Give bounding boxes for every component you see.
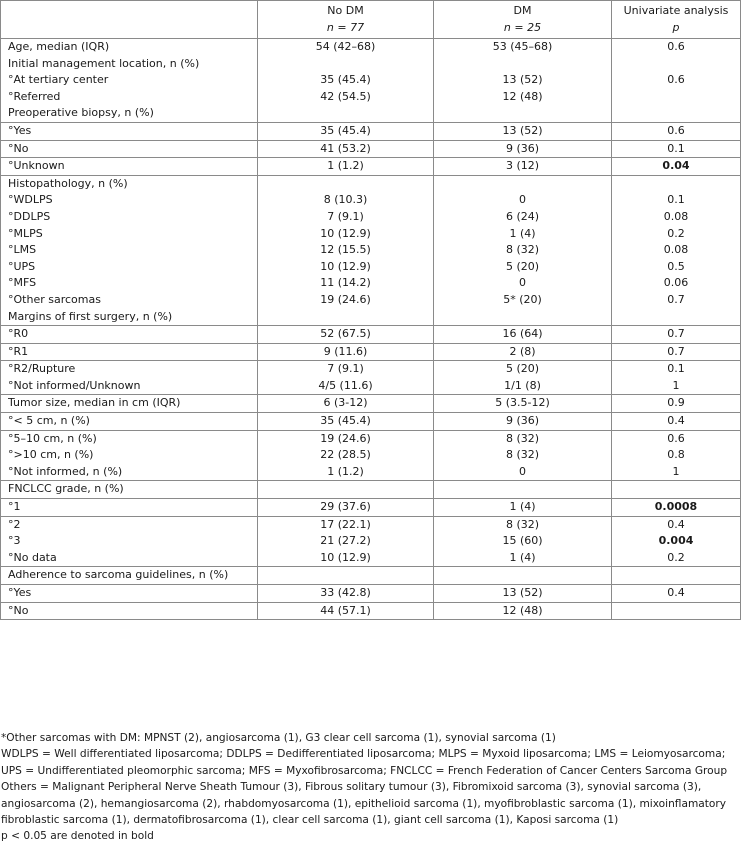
no-dm-value: 7 (9.1) — [327, 362, 364, 376]
dm-value — [434, 176, 611, 193]
dm-value: 12 (48) — [502, 603, 543, 617]
p-value — [612, 309, 740, 326]
cell-dm-value — [434, 361, 612, 395]
p-value — [612, 89, 740, 106]
row-label: °Referred — [8, 89, 61, 103]
table-row — [1, 158, 741, 176]
no-dm-value: 21 (27.2) — [320, 534, 371, 548]
p-value: 1 — [672, 378, 680, 392]
cell-no-dm-value — [258, 481, 434, 499]
dm-value: 1 (4) — [509, 226, 536, 240]
row-label: °LMS — [8, 243, 37, 257]
table-footnotes — [1, 730, 739, 845]
cell-row-label — [1, 499, 258, 517]
table-row — [1, 413, 741, 431]
table-row — [1, 499, 741, 517]
dm-value: 8 (32) — [505, 431, 540, 445]
dm-value: 0 — [519, 464, 526, 478]
row-label: °2 — [8, 517, 21, 531]
cell-row-label — [1, 567, 258, 585]
cell-no-dm-value — [258, 175, 434, 325]
dm-value: 5 (3.5-12) — [495, 396, 550, 410]
dm-value: 12 (48) — [502, 89, 543, 103]
table-row — [1, 395, 741, 413]
cell-dm-value — [434, 413, 612, 431]
cell-p-value — [612, 499, 741, 517]
cell-no-dm-value — [258, 361, 434, 395]
row-label: °UPS — [8, 259, 36, 273]
cell-dm-value — [434, 158, 612, 176]
cell-p-value — [612, 567, 741, 585]
no-dm-value: 10 (12.9) — [320, 259, 371, 273]
cell-row-label — [1, 122, 258, 140]
row-label: °5–10 cm, n (%) — [8, 431, 97, 445]
header-univariate-label: Univariate analysis — [623, 4, 729, 17]
cell-row-label — [1, 430, 258, 481]
cell-p-value — [612, 158, 741, 176]
row-label: °Other sarcomas — [8, 292, 101, 306]
dm-value: 2 (8) — [509, 344, 536, 358]
dm-value: 13 (52) — [502, 123, 543, 137]
table-row — [1, 140, 741, 158]
cell-dm-value — [434, 585, 612, 603]
p-value — [612, 603, 740, 620]
header-univariate-p: p — [672, 20, 680, 34]
row-label: °WDLPS — [8, 193, 53, 207]
dm-value: 0 — [519, 193, 526, 207]
cell-dm-value — [434, 481, 612, 499]
cell-row-label — [1, 516, 258, 567]
cell-row-label — [1, 481, 258, 499]
p-value: 0.4 — [667, 586, 685, 599]
cell-p-value — [612, 602, 741, 620]
cell-p-value — [612, 361, 741, 395]
no-dm-value — [258, 567, 433, 584]
p-value: 0.7 — [667, 344, 685, 358]
dm-value: 5 (20) — [505, 259, 540, 273]
cell-no-dm-value — [258, 567, 434, 585]
dm-value: 13 (52) — [502, 73, 543, 87]
cell-dm-value — [434, 175, 612, 325]
row-label: °Not informed/Unknown — [8, 378, 141, 392]
row-label: Margins of first surgery, n (%) — [8, 309, 173, 323]
footnote-other-sarcomas: *Other sarcomas with DM: MPNST (2), angiosarcoma (1), G3 clear cell sarcoma (1), synovial sarcoma (1) — [1, 732, 556, 744]
dm-value — [434, 567, 611, 584]
no-dm-value: 17 (22.1) — [320, 517, 371, 531]
table-row — [1, 602, 741, 620]
no-dm-value: 42 (54.5) — [320, 89, 371, 103]
cell-no-dm-value — [258, 413, 434, 431]
dm-value: 5 (20) — [505, 362, 540, 376]
row-label: °Not informed, n (%) — [8, 464, 123, 478]
dm-value: 1/1 (8) — [504, 378, 541, 392]
no-dm-value: 54 (42–68) — [315, 40, 376, 53]
cell-row-label — [1, 585, 258, 603]
dm-value: 0 — [519, 276, 526, 290]
p-value: 1 — [672, 464, 680, 478]
no-dm-value: 19 (24.6) — [320, 292, 371, 306]
no-dm-value — [258, 309, 433, 326]
cell-no-dm-value — [258, 585, 434, 603]
p-value: 0.9 — [667, 396, 685, 410]
p-value: 0.6 — [667, 73, 685, 87]
no-dm-value: 12 (15.5) — [320, 243, 371, 257]
cell-row-label — [1, 39, 258, 123]
cell-no-dm-value — [258, 602, 434, 620]
no-dm-value: 4/5 (11.6) — [318, 378, 373, 392]
cell-p-value — [612, 175, 741, 325]
p-value: 0.6 — [667, 40, 685, 53]
row-label: °R0 — [8, 327, 29, 341]
dm-value: 8 (32) — [505, 243, 540, 257]
p-value: 0.08 — [663, 243, 689, 257]
cell-no-dm-value — [258, 122, 434, 140]
cell-dm-value — [434, 326, 612, 344]
p-value: 0.7 — [667, 292, 685, 306]
cell-dm-value — [434, 39, 612, 123]
header-univariate — [612, 1, 741, 39]
cell-p-value — [612, 430, 741, 481]
dm-value: 13 (52) — [502, 586, 543, 599]
no-dm-value: 19 (24.6) — [320, 431, 371, 445]
dm-value: 53 (45–68) — [492, 40, 553, 53]
dm-value: 9 (36) — [505, 414, 540, 428]
row-label: Age, median (IQR) — [8, 40, 110, 53]
no-dm-value — [258, 176, 433, 193]
table-row — [1, 122, 741, 140]
no-dm-value — [258, 105, 433, 122]
dm-value: 6 (24) — [505, 209, 540, 223]
row-label: °R2/Rupture — [8, 362, 76, 376]
no-dm-value: 52 (67.5) — [320, 327, 371, 341]
dm-value — [434, 56, 611, 73]
dm-value: 15 (60) — [502, 534, 543, 548]
cell-row-label — [1, 158, 258, 176]
dm-value: 1 (4) — [509, 500, 536, 514]
header-no-dm-label: No DM — [327, 4, 364, 17]
cell-p-value — [612, 395, 741, 413]
cell-row-label — [1, 602, 258, 620]
header-no-dm-n: n = 77 — [326, 20, 365, 34]
no-dm-value: 33 (42.8) — [320, 586, 371, 599]
table-body — [1, 39, 741, 620]
p-value: 0.6 — [667, 123, 685, 137]
no-dm-value: 10 (12.9) — [320, 550, 371, 564]
dm-value: 1 (4) — [509, 550, 536, 564]
no-dm-value: 1 (1.2) — [327, 464, 364, 478]
cell-row-label — [1, 140, 258, 158]
cell-no-dm-value — [258, 140, 434, 158]
row-label: °Yes — [8, 586, 32, 599]
p-value: 0.1 — [667, 141, 685, 155]
no-dm-value: 29 (37.6) — [320, 500, 371, 514]
row-label: °DDLPS — [8, 209, 51, 223]
dm-value — [434, 105, 611, 122]
p-value: 0.4 — [667, 517, 685, 531]
cell-p-value — [612, 39, 741, 123]
p-value: 0.5 — [667, 259, 685, 273]
p-value — [612, 481, 740, 498]
row-label: °3 — [8, 534, 21, 548]
no-dm-value: 8 (10.3) — [323, 193, 368, 207]
row-label: °At tertiary center — [8, 73, 109, 87]
row-label: °>10 cm, n (%) — [8, 448, 94, 462]
cell-p-value — [612, 343, 741, 361]
no-dm-value — [258, 481, 433, 498]
row-label: Preoperative biopsy, n (%) — [8, 106, 154, 120]
cell-dm-value — [434, 122, 612, 140]
cell-dm-value — [434, 567, 612, 585]
table-row — [1, 430, 741, 481]
cell-dm-value — [434, 430, 612, 481]
cell-p-value — [612, 140, 741, 158]
cell-p-value — [612, 122, 741, 140]
no-dm-value: 9 (11.6) — [323, 344, 368, 358]
row-label: °No data — [8, 550, 57, 564]
p-value: 0.2 — [667, 226, 685, 240]
p-value: 0.4 — [667, 414, 685, 428]
dm-value — [434, 481, 611, 498]
no-dm-value: 1 (1.2) — [327, 159, 364, 173]
row-label: °Unknown — [8, 159, 65, 173]
cell-p-value — [612, 413, 741, 431]
no-dm-value: 35 (45.4) — [320, 123, 371, 137]
p-value — [612, 105, 740, 122]
row-label: Adherence to sarcoma guidelines, n (%) — [8, 568, 229, 582]
cell-dm-value — [434, 516, 612, 567]
table-row — [1, 39, 741, 123]
row-label: Histopathology, n (%) — [8, 176, 128, 190]
row-label: FNCLCC grade, n (%) — [8, 482, 124, 496]
row-label: °MLPS — [8, 226, 43, 240]
row-label: Tumor size, median in cm (IQR) — [8, 396, 181, 410]
cell-row-label — [1, 343, 258, 361]
p-value: 0.1 — [667, 193, 685, 207]
p-value — [612, 176, 740, 193]
cell-dm-value — [434, 140, 612, 158]
cell-row-label — [1, 175, 258, 325]
dm-value — [434, 309, 611, 326]
no-dm-value: 7 (9.1) — [327, 209, 364, 223]
header-dm-n: n = 25 — [503, 20, 542, 34]
cell-no-dm-value — [258, 326, 434, 344]
row-label: °No — [8, 603, 29, 617]
no-dm-value: 11 (14.2) — [320, 276, 371, 290]
table-row — [1, 361, 741, 395]
cell-dm-value — [434, 395, 612, 413]
no-dm-value: 10 (12.9) — [320, 226, 371, 240]
p-value: 0.0008 — [654, 500, 698, 514]
footnote-significance: p < 0.05 are denoted in bold — [1, 830, 154, 843]
no-dm-value: 22 (28.5) — [320, 448, 371, 462]
cell-dm-value — [434, 499, 612, 517]
table-row — [1, 481, 741, 499]
p-value: 0.04 — [662, 159, 690, 173]
cell-no-dm-value — [258, 395, 434, 413]
cell-row-label — [1, 326, 258, 344]
no-dm-value — [258, 56, 433, 73]
cell-no-dm-value — [258, 39, 434, 123]
p-value — [612, 567, 740, 584]
cell-p-value — [612, 326, 741, 344]
p-value — [612, 56, 740, 73]
cell-row-label — [1, 361, 258, 395]
no-dm-value: 35 (45.4) — [320, 414, 371, 428]
cell-no-dm-value — [258, 158, 434, 176]
p-value: 0.2 — [667, 550, 685, 564]
dm-value: 3 (12) — [505, 159, 540, 173]
no-dm-value: 35 (45.4) — [320, 73, 371, 87]
p-value: 0.08 — [663, 209, 689, 223]
dm-value: 5* (20) — [503, 292, 542, 306]
footnote-others: Others = Malignant Peripheral Nerve Sheath Tumour (3), Fibrous solitary tumour (3), Fibromixoid sarcoma (3), synovial sarcoma (3), angiosarcoma (2), hemangiosarcoma (2), rhabdomyosarcoma (1), epithelioid sarcoma (1), myofibroblastic sarcoma (1), mixoinflamatory fibroblastic sarcoma (1), dermatofibrosarcoma (1), clear cell sarcoma (1), giant cell sarcoma (1), Kaposi sarcoma (1) — [1, 781, 727, 827]
table-row — [1, 585, 741, 603]
row-label: °1 — [8, 500, 21, 514]
cell-no-dm-value — [258, 516, 434, 567]
cell-dm-value — [434, 602, 612, 620]
header-no-dm — [258, 1, 434, 39]
cell-no-dm-value — [258, 430, 434, 481]
footnote-abbreviations: WDLPS = Well differentiated liposarcoma; DDLPS = Dedifferentiated liposarcoma; MLPS = Myxoid liposarcoma; LMS = Leiomyosarcoma; UPS = Undifferentiated pleomorphic sarcoma; MFS = Myxofibrosarcoma; FNCLCC = French Federation of Cancer Centers Sarcoma Group — [1, 748, 728, 777]
p-value: 0.06 — [663, 276, 689, 290]
p-value: 0.6 — [667, 431, 685, 445]
cell-no-dm-value — [258, 499, 434, 517]
table-row — [1, 175, 741, 325]
dm-value: 8 (32) — [505, 448, 540, 462]
table-row — [1, 567, 741, 585]
cell-row-label — [1, 395, 258, 413]
header-variable — [1, 1, 258, 39]
no-dm-value: 6 (3-12) — [323, 396, 368, 410]
cell-dm-value — [434, 343, 612, 361]
row-label: °No — [8, 141, 29, 155]
cell-no-dm-value — [258, 343, 434, 361]
no-dm-value: 44 (57.1) — [320, 603, 371, 617]
no-dm-value: 41 (53.2) — [320, 141, 371, 155]
p-value: 0.7 — [667, 327, 685, 341]
p-value: 0.8 — [667, 448, 685, 462]
row-label: Initial management location, n (%) — [8, 56, 200, 70]
cell-p-value — [612, 585, 741, 603]
p-value: 0.1 — [667, 362, 685, 376]
table-row — [1, 326, 741, 344]
table-row — [1, 343, 741, 361]
dm-value: 16 (64) — [502, 327, 543, 341]
p-value: 0.004 — [658, 534, 694, 548]
cell-p-value — [612, 481, 741, 499]
row-label: °Yes — [8, 123, 32, 137]
row-label: °< 5 cm, n (%) — [8, 414, 90, 428]
table-header-row — [1, 1, 741, 39]
row-label: °R1 — [8, 344, 29, 358]
header-dm-label: DM — [513, 4, 532, 17]
header-dm — [434, 1, 612, 39]
row-label: °MFS — [8, 276, 37, 290]
dm-value: 8 (32) — [505, 517, 540, 531]
cell-p-value — [612, 516, 741, 567]
table-row — [1, 516, 741, 567]
cell-row-label — [1, 413, 258, 431]
dm-value: 9 (36) — [505, 141, 540, 155]
